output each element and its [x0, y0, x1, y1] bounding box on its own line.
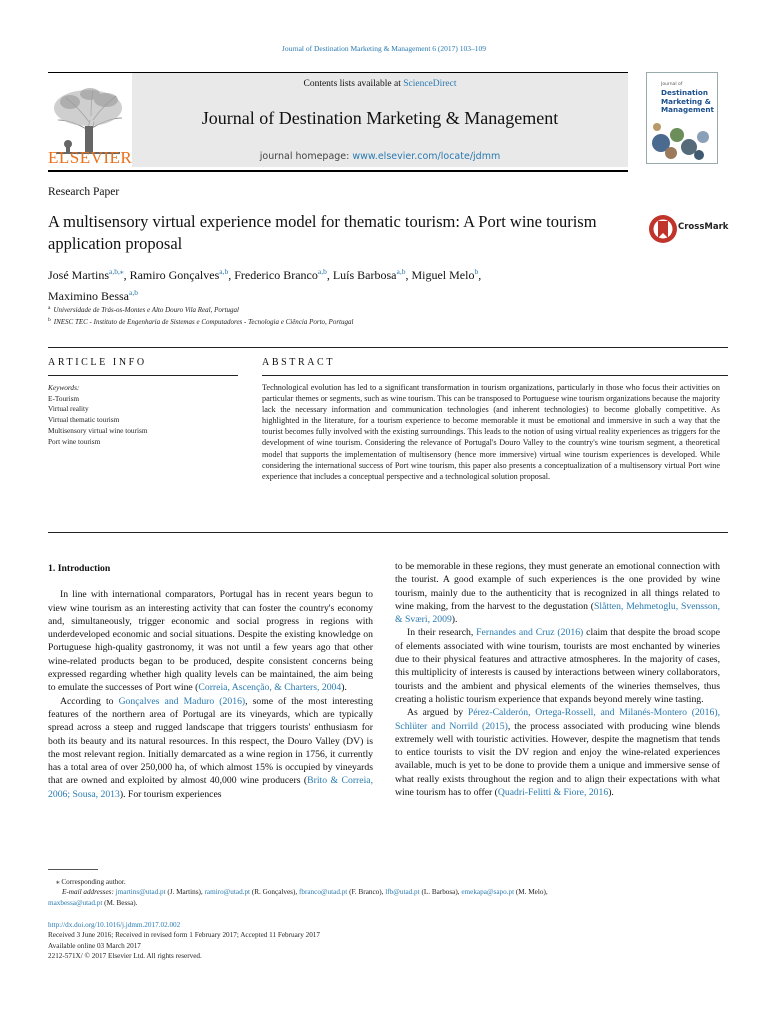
paragraph-text: In line with international comparators, Portugal has in recent years begun to view wine tourism as an interesting activity that can foster the country's economy and, simultaneously, trigger economic and social progress in regions with underdeveloped economic and social situations. Despite the existing knowledge on Portuguese high-quality gastronomy, it was not until a few years ago that other wine-related products began to be produced, despite consistent concerns being expressed regarding whether high quality levels can be maintained, the aim being to emulate the successes of Port wine ( [48, 589, 373, 694]
section-top-rule [48, 347, 728, 348]
author-separator: , [123, 268, 130, 282]
author-3[interactable] [333, 268, 406, 282]
paragraph-text: claim that despite the broad scope of elements associated with wine tourism, tourists are most enchanted by wineries due to their physical features and attractive atmospheres. In the majority of cases, this multiplicity of interests is caused by interactions between winery collaborators, tourists and the ambient and physical elements of the wineries themselves, thus creating a holistic tourism experience that expands beyond merely wine tasting. [395, 627, 720, 705]
cover-line-1: Destination [661, 88, 708, 98]
email-link[interactable]: jmartins@utad.pt [115, 888, 166, 897]
email-owner: (R. Gonçalves), [250, 888, 299, 897]
citation-link[interactable]: Brito & Correia, 2006; Sousa, 2013 [48, 775, 373, 800]
citation-link[interactable]: Correia, Ascenção, & Charters, 2004 [198, 682, 342, 694]
author-affil-mark[interactable]: a,b,⁎ [109, 267, 124, 276]
affiliation-mark: a [48, 305, 51, 311]
body-paragraph [395, 626, 720, 706]
keyword-item: Multisensory virtual wine tourism [48, 425, 148, 435]
keywords-block [48, 383, 238, 447]
author-name: Ramiro Gonçalves [129, 268, 220, 282]
body-paragraph [48, 588, 373, 694]
cover-small-text: Journal of [661, 82, 683, 87]
author-separator: , [478, 268, 482, 282]
author-0[interactable] [48, 268, 124, 282]
email-owner: (L. Barbosa), [419, 888, 462, 897]
citation-link[interactable]: Quadri-Felitti & Fiore, 2016 [497, 787, 609, 799]
corresponding-author-note: ⁎ Corresponding author. [56, 878, 126, 886]
body-column-right [395, 560, 720, 799]
author-affil-mark[interactable]: a,b [317, 267, 327, 276]
cover-image [649, 117, 715, 161]
keyword-item: Virtual thematic tourism [48, 415, 120, 425]
body-column-left [48, 562, 373, 801]
affiliation-text: INESC TEC - Instituto de Engenharia de Sistemas e Computadores - Tecnologia e Ciência Porto, Portugal [53, 318, 354, 326]
received-dates: Received 3 June 2016; Received in revised form 1 February 2017; Accepted 11 February 2017 [48, 931, 320, 940]
affiliation-text: Universidade de Trás-os-Montes e Alto Douro Vila Real, Portugal [53, 306, 240, 314]
author-name: Frederico Branco [234, 268, 318, 282]
footnote-rule [48, 869, 98, 870]
paragraph-text: ). [608, 787, 614, 799]
citation-link[interactable]: Gonçalves and Maduro (2016) [118, 695, 246, 707]
body-paragraph [395, 706, 720, 799]
doi-link[interactable]: http://dx.doi.org/10.1016/j.jdmm.2017.02.002 [48, 921, 181, 929]
journal-cover-thumbnail[interactable] [646, 72, 718, 164]
email-link[interactable]: emekapa@sapo.pt [461, 888, 515, 897]
keyword-item: Port wine tourism [48, 436, 101, 446]
body-paragraph [48, 695, 373, 801]
email-link[interactable]: maxbessa@utad.pt [48, 898, 103, 907]
paragraph-text: According to [60, 695, 119, 707]
copyright-line: 2212-571X/ © 2017 Elsevier Ltd. All rights reserved. [48, 951, 202, 960]
keyword-item: Virtual reality [48, 404, 89, 414]
keywords-label: Keywords: [48, 383, 80, 392]
paragraph-text: ). [341, 682, 347, 694]
journal-name: Journal of Destination Marketing & Management [201, 108, 559, 128]
paragraph-text: ). [451, 614, 458, 626]
email-list [48, 887, 728, 908]
journal-citation[interactable]: Journal of Destination Marketing & Management 6 (2017) 103–109 [281, 44, 487, 53]
paragraph-text: In their research, [407, 627, 477, 639]
affiliation-mark: b [48, 317, 51, 323]
author-list [48, 263, 648, 305]
cover-line-2: Marketing & [661, 96, 711, 106]
article-title: A multisensory virtual experience model for thematic tourism: A Port wine tourism application proposal [48, 212, 597, 253]
paragraph-text: As argued by [407, 707, 468, 719]
paragraph-text: to be memorable in these regions, they must generate an emotional connection with the tourist. A good example of such experiences is the one provided by wine tourism, mainly due to the authenticity that is recognized in all things related to wine making, from the harvest to the degustation ( [395, 561, 720, 612]
journal-homepage [132, 151, 628, 162]
article-info-heading: ARTICLE INFO [48, 357, 147, 368]
email-owner: (J. Martins), [165, 888, 205, 897]
publication-info [48, 920, 728, 961]
cover-line-3: Management [661, 105, 714, 115]
paragraph-text: , some of the most interesting features of the northern area of Portugal are its vineyards, which are typically spread across a steep and rugged landscape that triggers tourists' enthusiasm for both its beauty and its natural resources. In this respect, the Douro Valley (DV) is the most relevant region. Initially demarcated as a wine region in 1756, it currently has a total area of over 250,000 ha, of which almost 15% is occupied by vineyards that are owned and exploited by almost 40,000 wine producers ( [48, 695, 373, 787]
crossmark-label[interactable]: CrossMark [678, 222, 729, 232]
author-affil-mark[interactable]: b [474, 267, 479, 276]
author-affil-mark[interactable]: a,b [219, 267, 229, 276]
author-name: Miguel Melo [411, 268, 475, 282]
email-label: E-mail addresses: [62, 888, 114, 897]
publisher-wordmark: ELSEVIER [48, 148, 133, 167]
contents-prefix: Contents lists available at [303, 79, 404, 89]
author-4[interactable] [411, 268, 478, 282]
author-separator: , [228, 268, 235, 282]
author-2[interactable] [234, 268, 327, 282]
homepage-link[interactable]: www.elsevier.com/locate/jdmm [352, 151, 501, 162]
author-affil-mark[interactable]: a,b [129, 288, 138, 297]
email-owner: (F. Branco), [347, 888, 386, 897]
author-separator: , [405, 268, 412, 282]
body-paragraph [395, 560, 720, 626]
affiliation-b [48, 317, 353, 326]
abstract-bottom-rule [48, 532, 728, 533]
paragraph-text: ). For tourism experiences [119, 788, 222, 800]
author-1[interactable] [130, 268, 229, 282]
abstract-heading: ABSTRACT [262, 357, 336, 368]
email-link[interactable]: ramiro@utad.pt [204, 888, 251, 897]
article-info-rule [48, 375, 238, 376]
cover-title [661, 79, 714, 115]
author-name: Luís Barbosa [332, 268, 397, 282]
online-date: Available online 03 March 2017 [48, 941, 141, 950]
citation-link[interactable]: Pérez-Calderón, Ortega-Rossell, and Milanés-Montero (2016), Schlüter and Norrild (2015) [395, 707, 720, 732]
author-affil-mark[interactable]: a,b [396, 267, 406, 276]
homepage-prefix: journal homepage: [259, 151, 353, 162]
citation-link[interactable]: Slåtten, Mehmetoglu, Svensson, & Sværi, 2009 [395, 600, 720, 626]
paper-type: Research Paper [48, 186, 120, 198]
paragraph-text: , the process associated with producing wine blends extremely well with touristic activities. However, despite the magnetism that tends to entice tourists to visit the DV region and enjoy the wine-related experiences available, much is yet to be done to provide them a unique and immersive sense of what really exists throughout the region and to align their expectations with what wine tourism has to offer ( [395, 720, 720, 799]
abstract-text: Technological evolution has led to a significant transformation in tourism organizations, particularly in those who focus their activities on particular themes or segments, such as wine tourism. This can be transposed to Portuguese wine tourism organizations because the majority lack the necessary information and communication technologies (and inherent technologies) to become globally competitive. As highlighted in the literature, for a tourism experience to become memorable it must be emotional and immersive in such a way that the tourist becomes fully involved with the existing surroundings. This leads to the notion of using virtual reality experiences as triggers for the development of wine tourism. Considering the relevance of Portugal's Douro Valley to the country's wine tourism segment, a theoretical model that supports the implementation of multisensory (hence more immersive) virtual wine tourism experiences is developed. While considering the international success of Port wine tourism, this paper also presents a conceptualization of a multisensory virtual Port wine experience that includes a conceptual perspective and a technological solution proposal. [262, 383, 720, 481]
citation-link[interactable]: Fernandes and Cruz (2016) [476, 627, 584, 639]
author-separator: , [326, 268, 333, 282]
abstract-rule [262, 375, 728, 376]
footnotes [48, 877, 728, 908]
affiliation-a [48, 305, 239, 314]
author-name: Maximino Bessa [48, 289, 129, 303]
email-owner: (M. Bessa). [102, 898, 138, 907]
author-name: José Martins [48, 268, 109, 282]
contents-line [132, 79, 628, 89]
email-link[interactable]: lfb@utad.pt [385, 888, 420, 897]
section-heading-introduction: 1. Introduction [48, 563, 111, 574]
email-link[interactable]: fbranco@utad.pt [298, 888, 348, 897]
sciencedirect-link[interactable]: ScienceDirect [403, 79, 457, 89]
keyword-item: E-Tourism [48, 393, 80, 403]
author-5[interactable] [48, 289, 138, 303]
masthead-bottom-rule [48, 170, 628, 172]
email-owner: (M. Melo), [514, 888, 548, 897]
